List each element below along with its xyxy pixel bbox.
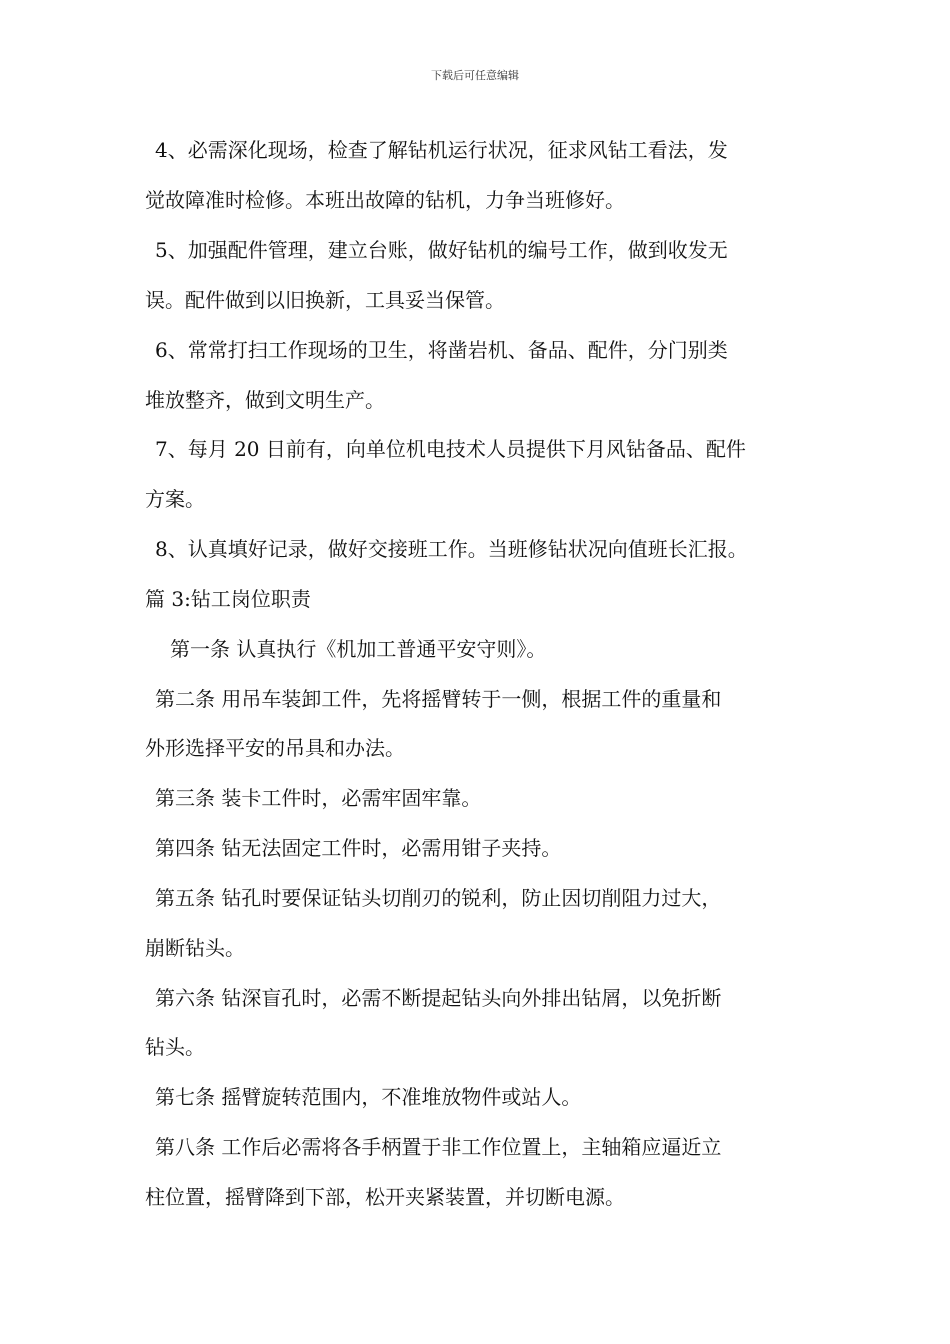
paragraph-6-line-2: 堆放整齐，做到文明生产。 bbox=[145, 388, 385, 412]
article-7-line-1: 第七条 摇臂旋转范围内，不准堆放物件或站人。 bbox=[155, 1085, 582, 1109]
paragraph-5-line-2: 误。配件做到以旧换新，工具妥当保管。 bbox=[145, 288, 505, 312]
paragraph-4-line-1: 4、必需深化现场，检查了解钻机运行状况，征求风钻工看法，发 bbox=[155, 138, 728, 162]
article-6-line-1: 第六条 钻深盲孔时，必需不断提起钻头向外排出钻屑，以免折断 bbox=[155, 986, 722, 1010]
article-8-line-1: 第八条 工作后必需将各手柄置于非工作位置上，主轴箱应逼近立 bbox=[155, 1135, 722, 1159]
article-6-line-2: 钻头。 bbox=[145, 1035, 205, 1059]
article-5-line-1: 第五条 钻孔时要保证钻头切削刃的锐利，防止因切削阻力过大， bbox=[155, 886, 722, 910]
article-2-line-1: 第二条 用吊车装卸工件，先将摇臂转于一侧，根据工件的重量和 bbox=[155, 687, 722, 711]
article-5-line-2: 崩断钻头。 bbox=[145, 936, 245, 960]
article-4-line-1: 第四条 钻无法固定工件时，必需用钳子夹持。 bbox=[155, 836, 562, 860]
paragraph-5-line-1: 5、加强配件管理，建立台账，做好钻机的编号工作，做到收发无 bbox=[155, 238, 728, 262]
paragraph-6-line-1: 6、常常打扫工作现场的卫生，将凿岩机、备品、配件，分门别类 bbox=[155, 338, 728, 362]
paragraph-7-line-1: 7、每月 20 日前有，向单位机电技术人员提供下月风钻备品、配件 bbox=[155, 437, 746, 461]
paragraph-4-line-2: 觉故障准时检修。本班出故障的钻机，力争当班修好。 bbox=[145, 188, 625, 212]
section-heading: 篇 3:钻工岗位职责 bbox=[145, 587, 311, 611]
paragraph-7-line-2: 方案。 bbox=[145, 487, 205, 511]
page-header: 下载后可任意编辑 bbox=[431, 69, 519, 82]
paragraph-8-line-1: 8、认真填好记录，做好交接班工作。当班修钻状况向值班长汇报。 bbox=[155, 537, 748, 561]
article-8-line-2: 柱位置，摇臂降到下部，松开夹紧装置，并切断电源。 bbox=[145, 1185, 625, 1209]
article-3-line-1: 第三条 装卡工件时，必需牢固牢靠。 bbox=[155, 786, 482, 810]
article-2-line-2: 外形选择平安的吊具和办法。 bbox=[145, 736, 405, 760]
article-1-line-1: 第一条 认真执行《机加工普通平安守则》。 bbox=[170, 637, 547, 661]
